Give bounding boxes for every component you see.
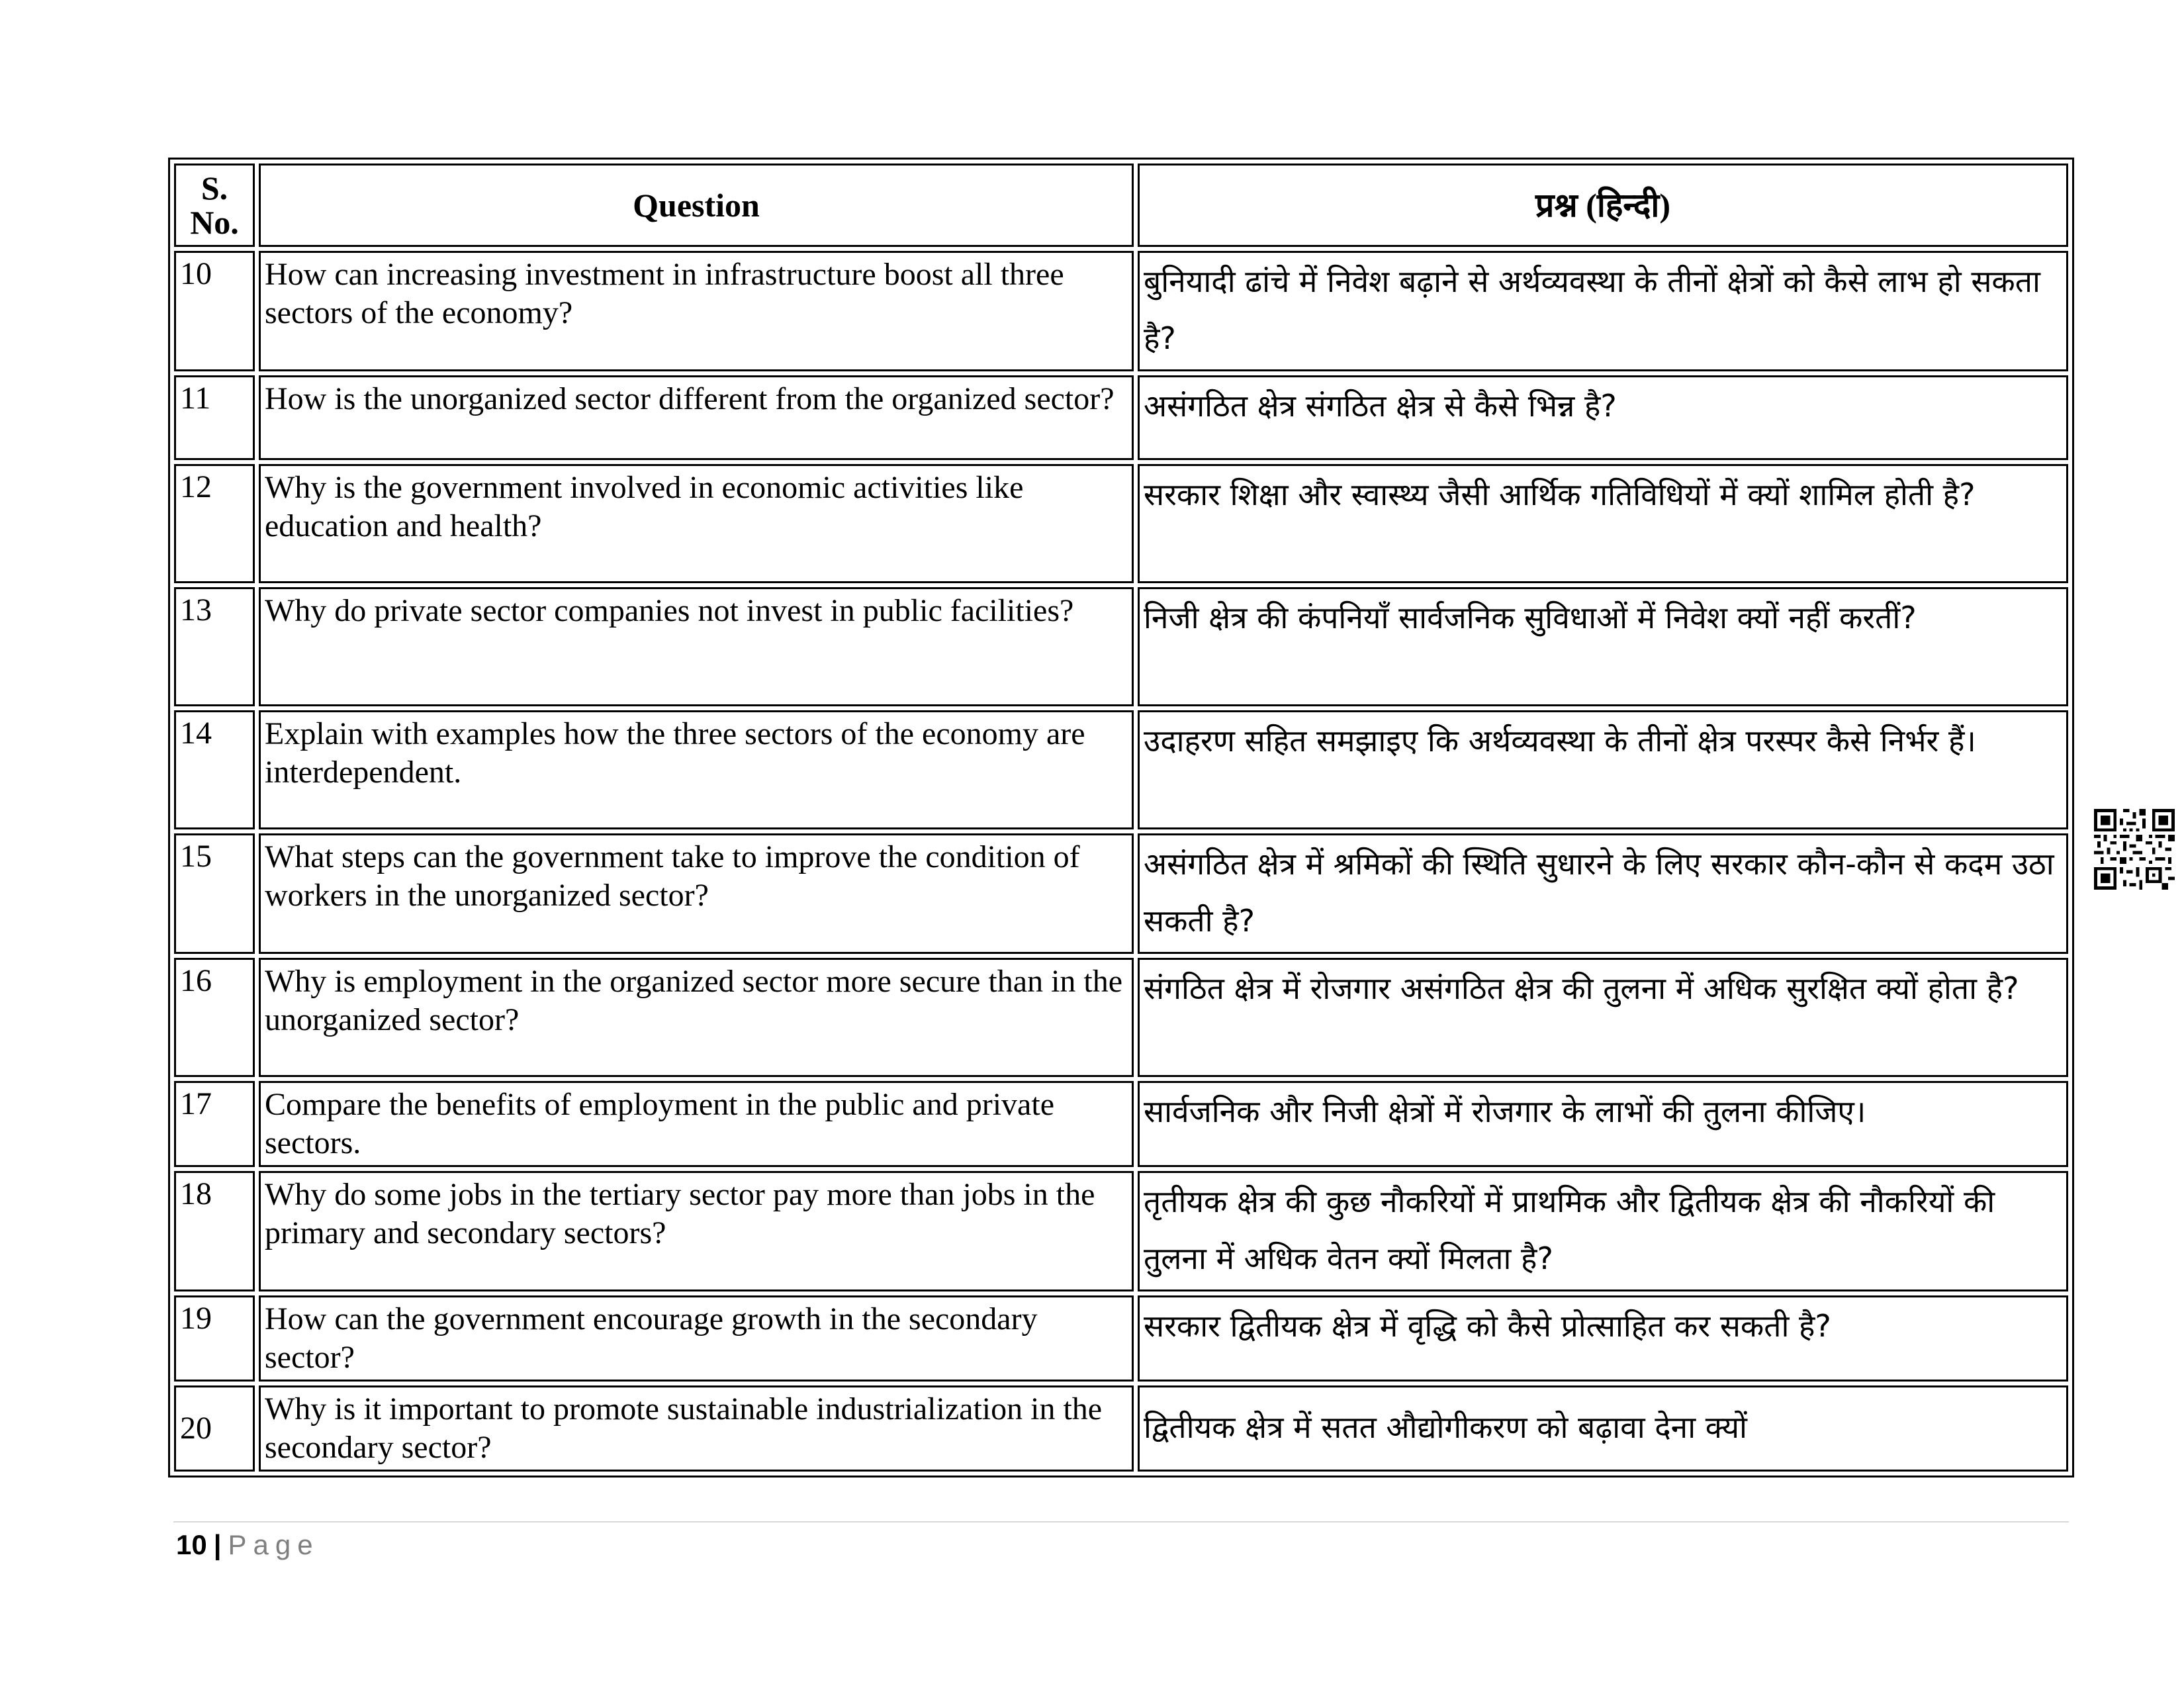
table-header-row [174,164,2068,247]
row-question: Why do private sector companies not invest in public facilities? [259,587,1134,706]
row-question: Why is it important to promote sustainable industrialization in the secondary sector? [259,1385,1134,1472]
table-row [174,251,2068,371]
table-row [174,1295,2068,1382]
row-sno: 10 [174,251,255,371]
row-question: Compare the benefits of employment in the public and private sectors. [259,1081,1134,1167]
page-number: 10 [176,1529,207,1560]
row-sno: 20 [174,1385,255,1472]
row-hindi: असंगठित क्षेत्र में श्रमिकों की स्थिति सुधारने के लिए सरकार कौन-कौन से कदम उठा सकती है? [1138,833,2068,954]
row-hindi: द्वितीयक क्षेत्र में सतत औद्योगीकरण को बढ़ावा देना क्यों [1138,1385,2068,1472]
row-hindi: असंगठित क्षेत्र संगठित क्षेत्र से कैसे भिन्न है? [1138,375,2068,460]
table-row [174,958,2068,1077]
row-hindi: उदाहरण सहित समझाइए कि अर्थव्यवस्था के तीनों क्षेत्र परस्पर कैसे निर्भर हैं। [1138,710,2068,829]
table-row [174,1171,2068,1291]
table-row [174,375,2068,460]
row-sno: 11 [174,375,255,460]
row-sno: 17 [174,1081,255,1167]
row-hindi: बुनियादी ढांचे में निवेश बढ़ाने से अर्थव्यवस्था के तीनों क्षेत्रों को कैसे लाभ हो सकता है? [1138,251,2068,371]
row-hindi: संगठित क्षेत्र में रोजगार असंगठित क्षेत्र की तुलना में अधिक सुरक्षित क्यों होता है? [1138,958,2068,1077]
table-row [174,1081,2068,1167]
row-question: How can the government encourage growth in the secondary sector? [259,1295,1134,1382]
row-hindi: सरकार द्वितीयक क्षेत्र में वृद्धि को कैसे प्रोत्साहित कर सकती है? [1138,1295,2068,1382]
table-row [174,1385,2068,1472]
questions-table [168,158,2074,1477]
header-question: Question [259,164,1134,247]
row-hindi: सार्वजनिक और निजी क्षेत्रों में रोजगार के लाभों की तुलना कीजिए। [1138,1081,2068,1167]
row-sno: 15 [174,833,255,954]
table-row [174,587,2068,706]
page-label: Page [228,1529,320,1560]
page-footer [176,1526,320,1564]
footer-divider [173,1521,2069,1523]
row-question: Why is employment in the organized sector more secure than in the unorganized sector? [259,958,1134,1077]
row-hindi: निजी क्षेत्र की कंपनियाँ सार्वजनिक सुविधाओं में निवेश क्यों नहीं करतीं? [1138,587,2068,706]
row-sno: 16 [174,958,255,1077]
row-sno: 14 [174,710,255,829]
row-sno: 19 [174,1295,255,1382]
row-sno: 13 [174,587,255,706]
row-question: Why do some jobs in the tertiary sector pay more than jobs in the primary and secondary sectors? [259,1171,1134,1291]
table-row [174,464,2068,583]
row-hindi: तृतीयक क्षेत्र की कुछ नौकरियों में प्राथमिक और द्वितीयक क्षेत्र की नौकरियों की तुलना में अधिक वेतन क्यों मिलता है? [1138,1171,2068,1291]
row-question: Why is the government involved in economic activities like education and health? [259,464,1134,583]
header-hindi: प्रश्न (हिन्दी) [1138,164,2068,247]
table-row [174,833,2068,954]
row-sno: 12 [174,464,255,583]
header-sno: S. No. [174,164,255,247]
row-question: What steps can the government take to improve the condition of workers in the unorganized sector? [259,833,1134,954]
table-row [174,710,2068,829]
row-question: How can increasing investment in infrastructure boost all three sectors of the economy? [259,251,1134,371]
row-sno: 18 [174,1171,255,1291]
footer-separator: | [213,1529,222,1560]
qr-code-icon [2094,809,2175,890]
row-question: Explain with examples how the three sectors of the economy are interdependent. [259,710,1134,829]
row-question: How is the unorganized sector different from the organized sector? [259,375,1134,460]
row-hindi: सरकार शिक्षा और स्वास्थ्य जैसी आर्थिक गतिविधियों में क्यों शामिल होती है? [1138,464,2068,583]
